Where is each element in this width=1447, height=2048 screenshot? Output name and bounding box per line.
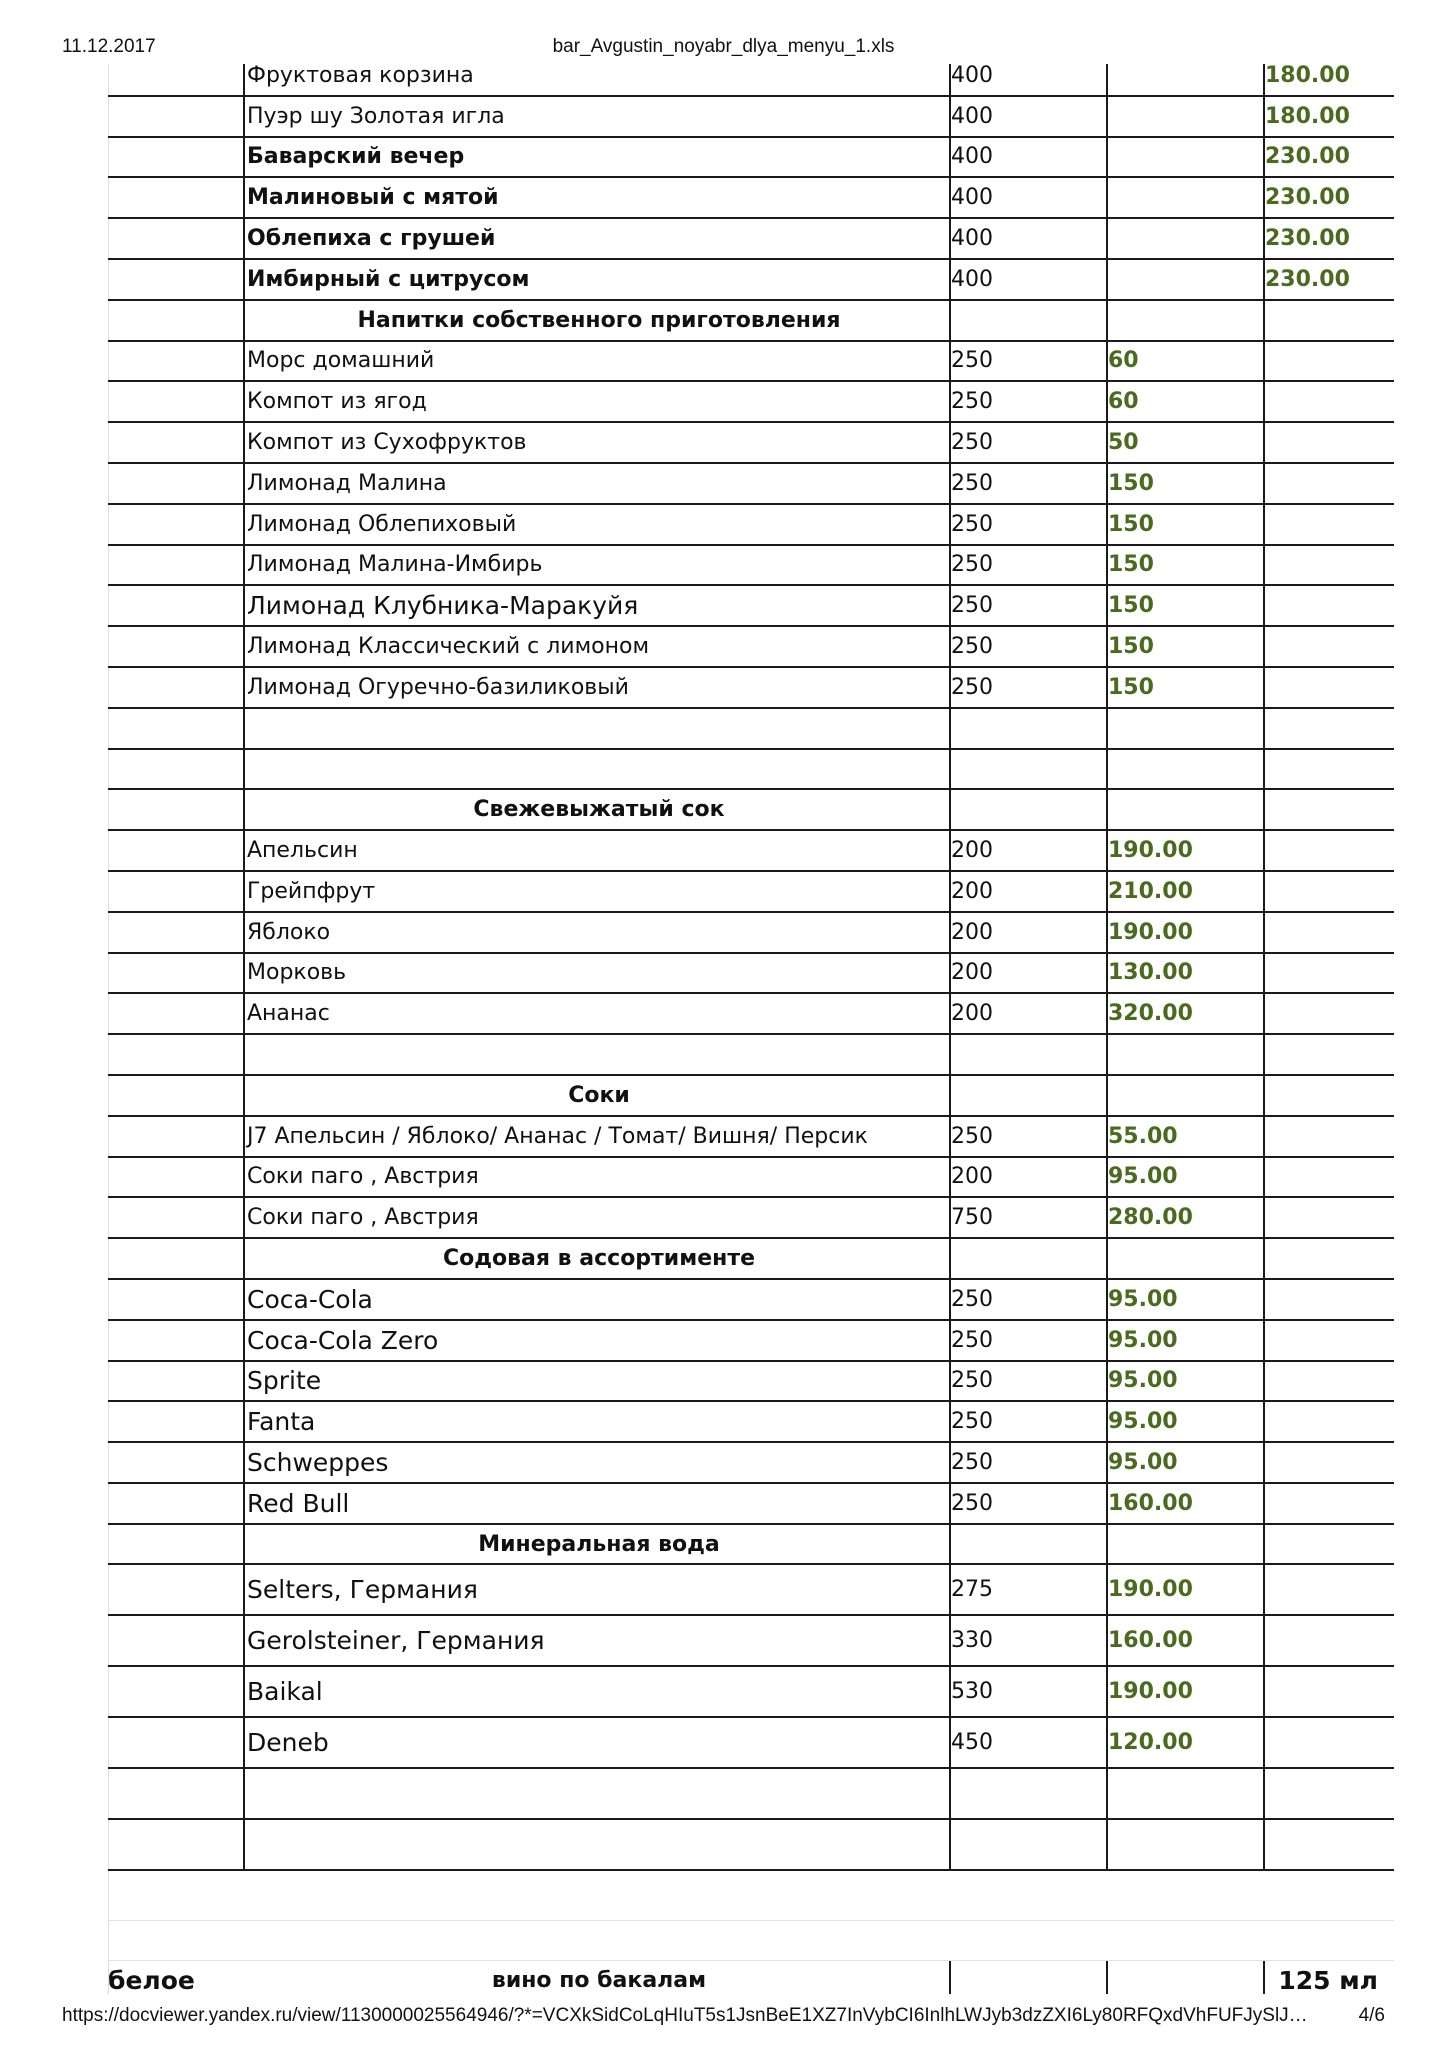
item-volume: 250 bbox=[951, 1449, 993, 1475]
section-title: вино по бакалам bbox=[491, 1968, 707, 1994]
column-divider bbox=[1106, 1076, 1108, 1117]
item-price-alt bbox=[1265, 1616, 1394, 1665]
item-name: Baikal bbox=[247, 1677, 323, 1707]
table-row bbox=[108, 464, 1394, 505]
item-volume: 250 bbox=[951, 634, 993, 660]
item-volume: 250 bbox=[951, 1286, 993, 1312]
item-volume: 750 bbox=[951, 1205, 993, 1231]
item-price: 150 bbox=[1108, 593, 1154, 619]
item-price-alt bbox=[1265, 464, 1394, 503]
table-row bbox=[108, 872, 1394, 913]
item-price: 190.00 bbox=[1108, 838, 1193, 864]
item-price-alt bbox=[1265, 342, 1394, 381]
item-name: Gerolsteiner, Германия bbox=[247, 1626, 545, 1656]
item-price: 60 bbox=[1108, 389, 1139, 415]
item-price-alt: 230.00 bbox=[1265, 226, 1350, 252]
column-divider bbox=[1263, 1076, 1265, 1117]
item-name: Грейпфрут bbox=[247, 878, 376, 904]
item-volume: 400 bbox=[951, 266, 993, 292]
table-row bbox=[108, 1402, 1394, 1443]
table-row bbox=[108, 260, 1394, 301]
table-row bbox=[108, 954, 1394, 995]
item-price bbox=[1108, 260, 1263, 299]
item-volume: 530 bbox=[951, 1679, 993, 1705]
item-volume: 400 bbox=[951, 64, 993, 88]
column-divider bbox=[1106, 1769, 1108, 1820]
document-title: bar_Avgustin_noyabr_dlya_menyu_1.xls bbox=[552, 36, 895, 57]
table-row bbox=[108, 1198, 1394, 1239]
item-price: 150 bbox=[1108, 634, 1154, 660]
item-name: Лимонад Классический с лимоном bbox=[247, 634, 650, 660]
item-name: J7 Апельсин / Яблоко/ Ананас / Томат/ Вишня/ Персик bbox=[247, 1123, 868, 1149]
table-row bbox=[108, 219, 1394, 260]
column-divider bbox=[949, 1035, 951, 1076]
table-row bbox=[108, 1718, 1394, 1769]
section-row bbox=[108, 1525, 1394, 1566]
column-divider bbox=[243, 1035, 245, 1076]
item-price: 50 bbox=[1108, 430, 1139, 456]
column-divider bbox=[1106, 790, 1108, 831]
item-volume: 250 bbox=[951, 593, 993, 619]
column-divider bbox=[1263, 709, 1265, 750]
item-name: Sprite bbox=[247, 1366, 322, 1396]
table-row bbox=[108, 1443, 1394, 1484]
item-name: Баварский вечер bbox=[247, 144, 465, 170]
item-price bbox=[1108, 138, 1263, 177]
item-volume: 200 bbox=[951, 878, 993, 904]
item-name: Лимонад Облепиховый bbox=[247, 511, 517, 537]
item-name: Coca-Cola Zero bbox=[247, 1325, 439, 1355]
item-price-alt bbox=[1265, 1362, 1394, 1401]
item-price-alt bbox=[1265, 505, 1394, 544]
item-name: Selters, Германия bbox=[247, 1575, 478, 1605]
item-volume: 250 bbox=[951, 430, 993, 456]
item-price bbox=[1108, 97, 1263, 136]
column-divider bbox=[243, 709, 245, 750]
table-row bbox=[108, 586, 1394, 627]
item-price: 150 bbox=[1108, 511, 1154, 537]
item-price: 190.00 bbox=[1108, 1577, 1193, 1603]
item-volume: 250 bbox=[951, 1490, 993, 1516]
table-row bbox=[108, 546, 1394, 587]
section-title: Свежевыжатый сок bbox=[473, 797, 725, 823]
item-price: 150 bbox=[1108, 674, 1154, 700]
table-row bbox=[108, 64, 1394, 97]
item-price: 190.00 bbox=[1108, 1679, 1193, 1705]
table-row bbox=[108, 750, 1394, 791]
column-divider bbox=[1263, 1035, 1265, 1076]
item-name: Лимонад Малина-Имбирь bbox=[247, 552, 543, 578]
item-volume: 250 bbox=[951, 1123, 993, 1149]
item-price: 95.00 bbox=[1108, 1164, 1178, 1190]
serving-size: 125 мл bbox=[1278, 1966, 1378, 1994]
item-volume: 400 bbox=[951, 144, 993, 170]
item-price-alt bbox=[1265, 1667, 1394, 1716]
item-name: Апельсин bbox=[247, 838, 358, 864]
item-price-alt bbox=[1265, 1484, 1394, 1523]
print-date: 11.12.2017 bbox=[62, 36, 156, 57]
item-volume: 250 bbox=[951, 348, 993, 374]
item-name: Лимонад Малина bbox=[247, 470, 447, 496]
column-divider bbox=[1106, 1239, 1108, 1280]
item-price-alt: 180.00 bbox=[1265, 103, 1350, 129]
item-price-alt bbox=[1265, 382, 1394, 421]
item-price: 95.00 bbox=[1108, 1327, 1178, 1353]
item-price-alt bbox=[1265, 872, 1394, 911]
column-divider bbox=[1263, 750, 1265, 791]
table-row bbox=[108, 1769, 1394, 1820]
item-price: 95.00 bbox=[1108, 1409, 1178, 1435]
item-volume: 200 bbox=[951, 919, 993, 945]
table-row bbox=[108, 1820, 1394, 1871]
item-name: Fanta bbox=[247, 1407, 316, 1437]
column-divider bbox=[1263, 1769, 1265, 1820]
item-volume: 250 bbox=[951, 470, 993, 496]
wine-category: белое bbox=[108, 1966, 195, 1994]
item-price-alt bbox=[1265, 1158, 1394, 1197]
item-name: Лимонад Огуречно-базиликовый bbox=[247, 674, 629, 700]
column-divider bbox=[949, 750, 951, 791]
item-name: Ананас bbox=[247, 1001, 330, 1027]
item-price: 160.00 bbox=[1108, 1628, 1193, 1654]
table-row bbox=[108, 709, 1394, 750]
column-divider bbox=[949, 1769, 951, 1820]
item-name: Морс домашний bbox=[247, 348, 435, 374]
item-price: 60 bbox=[1108, 348, 1139, 374]
item-volume: 200 bbox=[951, 1001, 993, 1027]
table-row bbox=[108, 1158, 1394, 1199]
column-divider bbox=[1263, 301, 1265, 342]
print-header bbox=[62, 36, 1385, 60]
table-row bbox=[108, 1871, 1394, 1921]
item-price: 95.00 bbox=[1108, 1286, 1178, 1312]
column-divider bbox=[243, 1769, 245, 1820]
item-price-alt: 230.00 bbox=[1265, 266, 1350, 292]
column-divider bbox=[243, 750, 245, 791]
item-volume: 200 bbox=[951, 960, 993, 986]
table-row bbox=[108, 1484, 1394, 1525]
item-name: Coca-Cola bbox=[247, 1284, 373, 1314]
item-price: 280.00 bbox=[1108, 1205, 1193, 1231]
item-volume: 330 bbox=[951, 1628, 993, 1654]
item-volume: 450 bbox=[951, 1730, 993, 1756]
item-price-alt bbox=[1265, 586, 1394, 625]
section-title: Содовая в ассортименте bbox=[442, 1246, 755, 1271]
print-footer bbox=[62, 2005, 1385, 2029]
table-row bbox=[108, 178, 1394, 219]
item-price-alt bbox=[1265, 627, 1394, 666]
section-row bbox=[108, 301, 1394, 342]
item-name: Компот из Сухофруктов bbox=[247, 430, 527, 456]
item-volume: 200 bbox=[951, 1164, 993, 1190]
item-name: Лимонад Клубника-Маракуйя bbox=[247, 591, 639, 621]
table-row bbox=[108, 1961, 1394, 1994]
item-price: 95.00 bbox=[1108, 1449, 1178, 1475]
item-name: Облепиха с грушей bbox=[247, 226, 496, 252]
item-price-alt bbox=[1265, 831, 1394, 870]
item-name: Малиновый с мятой bbox=[247, 185, 499, 211]
section-title: Напитки собственного приготовления bbox=[357, 307, 841, 333]
item-volume: 400 bbox=[951, 185, 993, 211]
item-price-alt bbox=[1265, 1321, 1394, 1360]
item-price: 320.00 bbox=[1108, 1001, 1193, 1027]
item-price-alt bbox=[1265, 994, 1394, 1033]
menu-table bbox=[108, 64, 1394, 1994]
table-row bbox=[108, 1921, 1394, 1961]
item-name: Компот из ягод bbox=[247, 389, 427, 415]
document-url[interactable]: https://docviewer.yandex.ru/view/1130000025564946/?*=VCXkSidCoLqHIuT5s1JsnBeE1XZ7InVybCI6InlhLWJyb3dzZXI6Ly80RFQxdVhFUFJySlJ… bbox=[62, 2005, 1308, 2026]
column-divider bbox=[1106, 1525, 1108, 1566]
item-price-alt: 230.00 bbox=[1265, 144, 1350, 170]
item-volume: 250 bbox=[951, 511, 993, 537]
item-price-alt bbox=[1265, 1565, 1394, 1614]
item-price: 210.00 bbox=[1108, 878, 1193, 904]
table-row bbox=[108, 913, 1394, 954]
table-row bbox=[108, 1667, 1394, 1718]
item-price: 190.00 bbox=[1108, 919, 1193, 945]
column-divider bbox=[949, 709, 951, 750]
table-row bbox=[108, 1117, 1394, 1158]
item-volume: 250 bbox=[951, 1368, 993, 1394]
column-divider bbox=[1263, 1525, 1265, 1566]
item-price-alt bbox=[1265, 1443, 1394, 1482]
item-price-alt bbox=[1265, 913, 1394, 952]
item-price-alt bbox=[1265, 954, 1394, 993]
item-price-alt bbox=[1265, 1402, 1394, 1441]
item-name: Schweppes bbox=[247, 1447, 389, 1477]
column-divider bbox=[1263, 1239, 1265, 1280]
item-name: Морковь bbox=[247, 960, 347, 986]
item-price: 150 bbox=[1108, 552, 1154, 578]
item-price-alt bbox=[1265, 668, 1394, 707]
item-price bbox=[1108, 219, 1263, 258]
column-divider bbox=[1106, 709, 1108, 750]
item-name: Соки паго , Австрия bbox=[247, 1164, 479, 1190]
item-price bbox=[1108, 178, 1263, 217]
item-name: Имбирный с цитрусом bbox=[247, 266, 530, 292]
table-row bbox=[108, 342, 1394, 383]
item-volume: 250 bbox=[951, 1327, 993, 1353]
item-name: Red Bull bbox=[247, 1488, 350, 1518]
item-price-alt bbox=[1265, 423, 1394, 462]
item-price: 130.00 bbox=[1108, 960, 1193, 986]
table-row bbox=[108, 627, 1394, 668]
column-divider bbox=[1106, 1820, 1108, 1871]
item-name: Соки паго , Австрия bbox=[247, 1205, 479, 1231]
item-name: Яблоко bbox=[247, 919, 331, 945]
column-divider bbox=[1106, 1035, 1108, 1076]
section-row bbox=[108, 1076, 1394, 1117]
table-row bbox=[108, 138, 1394, 179]
item-name: Фруктовая корзина bbox=[247, 64, 474, 88]
table-row bbox=[108, 668, 1394, 709]
table-rows bbox=[108, 64, 1394, 1994]
item-volume: 400 bbox=[951, 226, 993, 252]
table-row bbox=[108, 1616, 1394, 1667]
item-volume: 400 bbox=[951, 103, 993, 129]
column-divider bbox=[1106, 301, 1108, 342]
item-price-alt bbox=[1265, 1117, 1394, 1156]
item-volume: 275 bbox=[951, 1577, 993, 1603]
column-divider bbox=[1106, 750, 1108, 791]
section-title: Соки bbox=[568, 1082, 630, 1108]
table-row bbox=[108, 994, 1394, 1035]
item-price: 95.00 bbox=[1108, 1368, 1178, 1394]
table-row bbox=[108, 1321, 1394, 1362]
table-row bbox=[108, 1280, 1394, 1321]
item-price: 150 bbox=[1108, 470, 1154, 496]
item-price: 160.00 bbox=[1108, 1490, 1193, 1516]
item-volume: 250 bbox=[951, 389, 993, 415]
table-row bbox=[108, 1565, 1394, 1616]
item-price-alt: 180.00 bbox=[1265, 64, 1350, 88]
item-volume: 250 bbox=[951, 552, 993, 578]
table-row bbox=[108, 423, 1394, 464]
item-name: Пуэр шу Золотая игла bbox=[247, 103, 505, 129]
item-price: 120.00 bbox=[1108, 1730, 1193, 1756]
item-price-alt bbox=[1265, 1718, 1394, 1767]
table-row bbox=[108, 382, 1394, 423]
section-row bbox=[108, 790, 1394, 831]
table-row bbox=[108, 831, 1394, 872]
item-price-alt: 230.00 bbox=[1265, 185, 1350, 211]
column-divider bbox=[949, 1820, 951, 1871]
column-divider bbox=[1263, 790, 1265, 831]
section-row bbox=[108, 1239, 1394, 1280]
item-volume: 200 bbox=[951, 838, 993, 864]
page-number: 4/6 bbox=[1358, 2005, 1385, 2026]
item-name: Deneb bbox=[247, 1728, 329, 1758]
item-price-alt bbox=[1265, 1198, 1394, 1237]
column-divider bbox=[243, 1820, 245, 1871]
table-row bbox=[108, 97, 1394, 138]
table-row bbox=[108, 1035, 1394, 1076]
item-volume: 250 bbox=[951, 674, 993, 700]
table-row bbox=[108, 1362, 1394, 1403]
item-volume: 250 bbox=[951, 1409, 993, 1435]
item-price bbox=[1108, 64, 1263, 95]
column-divider bbox=[1263, 1820, 1265, 1871]
item-price-alt bbox=[1265, 1280, 1394, 1319]
item-price: 55.00 bbox=[1108, 1123, 1178, 1149]
section-title: Минеральная вода bbox=[478, 1531, 720, 1557]
table-row bbox=[108, 505, 1394, 546]
item-price-alt bbox=[1265, 546, 1394, 585]
